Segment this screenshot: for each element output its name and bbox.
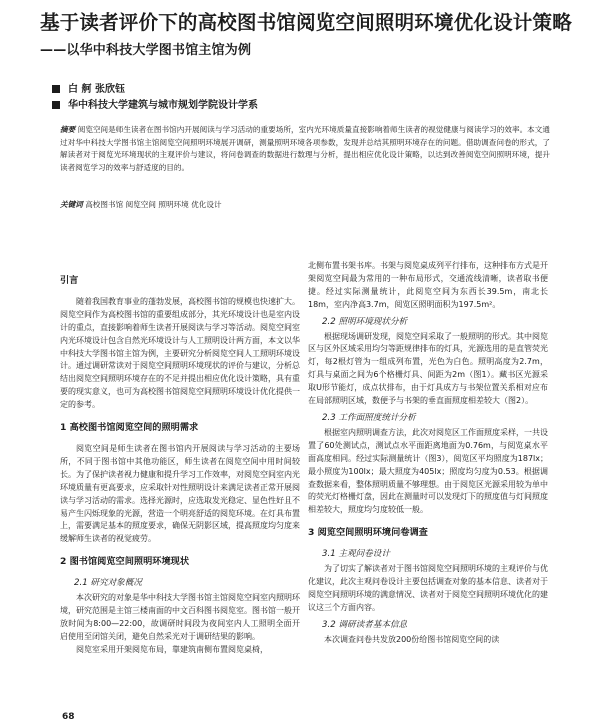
- affiliation: 华中科技大学建筑与城市规划学院设计学系: [68, 100, 258, 111]
- section-heading: 1 高校图书馆阅览空间的照明需求: [60, 422, 199, 434]
- keywords-text: 高校图书馆 阅览空间 照明环境 优化设计: [85, 200, 222, 209]
- keywords-label: 关键词: [60, 200, 83, 209]
- title-main: 基于读者评价下的高校图书馆阅览空间照明环境优化设计策略: [40, 11, 572, 34]
- abstract-label: 摘要: [60, 125, 76, 134]
- subsection-heading: 2.1 研究对象概况: [74, 578, 142, 589]
- subsection-heading: 3.2 调研读者基本信息: [322, 619, 408, 630]
- paragraph: 随着我国教育事业的蓬勃发展，高校图书馆的规模也快速扩大。阅览空间作为高校图书馆的重要组成部分，其光环境设计也是室内设计的重点，直接影响着师生读者开展阅读与学习等活动。阅览空间室内光环境设计包含自然光环境设计与人工照明设计两方面，本文以华中科技大学图书馆主馆为例，主要研究分析阅览空间人工照明环境设计。通过调研常读对于阅览空间照明环境现状的评价与建议，分析总结出阅览空间照明环境存在的不足并提出相应优化设计策略，具有重要的现实意义，也可为高校图书馆阅览空间照明环境设计优化提供一定的参考。: [60, 296, 300, 410]
- subsection-heading: 2.3 工作面照度统计分析: [322, 412, 416, 423]
- paragraph: 北侧布置书架书库。书架与阅览桌成列平行排布，这种排布方式是开架阅览空间最为常用的一种布局形式，交通流线清晰，读者取书便捷。经过实际测量统计，此阅览空间为东西长39.5m，南北长18m，室内净高3.7m，阅览区照明面积为197.5m²。: [308, 261, 548, 309]
- paragraph: 阅览室采用开架阅览布局，靠建筑南侧布置阅览桌椅，: [76, 644, 268, 654]
- square-bullet-icon: [52, 85, 60, 93]
- paragraph: 根据室内照明调查方法，此次对阅览区工作面照度采样，一共设置了60处测试点，测试点水平面距离地面为0.76m，与阅览桌水平面高度相同。经过实际测量统计（图3），阅览区平均照度为187lx；最小照度为100lx；最大照度为405lx；照度均匀度为0.53。根据调查数据来看，整体照明质量不够理想。由于阅览区光源采用较为单中的荧光灯格栅灯盘，因此在测量时可以发现灯下的照度值与灯间照度相差较大，照度均匀度较低一般。: [308, 427, 548, 515]
- title-subtitle: ——以华中科技大学图书馆主馆为例: [40, 43, 252, 58]
- paragraph: 为了切实了解读者对于图书馆阅览空间照明环境的主观评价与优化建议，此次主观问卷设计主要包括调查对象的基本信息、读者对于阅览空间照明环境的满意情况、读者对于阅览空间照明环境优化的建议这三个方面内容。: [308, 564, 548, 612]
- paragraph: 阅览空间是师生读者在图书馆内开展阅读与学习活动的主要场所，不同于图书馆中其他功能区，师生读者在阅览空间中用时间较长。为了保护读者视力健康和提升学习工作效率，对阅览空间室内光环境质量有更高要求，应采取针对性照明设计来满足读者正常开展阅读与学习活动的需求。选择光源时，应选取发光稳定、显色性好且不易产生闪烁现象的光源，营造一个明亮舒适的阅览环境。在灯具布置上，需要满足基本的照度要求，确保无阴影区域，提高照度均匀度来缓解师生读者的视觉疲劳。: [60, 443, 300, 544]
- abstract: [60, 124, 550, 174]
- square-bullet-icon: [52, 101, 60, 109]
- page-number: 68: [62, 712, 75, 722]
- body-right-column: [308, 260, 548, 646]
- subsection-heading: 2.2 照明环境现状分析: [322, 316, 408, 327]
- section-heading: 引言: [60, 275, 79, 286]
- section-heading: 2 图书馆阅览空间照明环境现状: [60, 556, 190, 568]
- paragraph: 根据现场调研发现，阅览空间采取了一般照明的形式。其中阅览区与区外区域采用均匀等距规律排布的灯具，光源选用的是直管荧光灯，每2根灯管为一组成列布置，光色为白色。照明高度为2.7m，灯具与桌面之间为6个格栅灯具、间距为2m（图1）。藏书区光源采取U形节能灯，成点状排布，由于灯具成方与书架位置关系相对应布在局部照明区域，数便予与书架的垂直面照度相差较大（图2）。: [308, 331, 548, 406]
- keywords: [60, 199, 550, 212]
- paragraph: 本次调查问卷共发放200份给图书馆阅览空间的读: [324, 634, 500, 644]
- article-title: [40, 10, 580, 63]
- paragraph: 本次研究的对象是华中科技大学图书馆主馆阅览空间室内照明环境，研究范围是主馆三楼南面的中文百科图书阅览室。图书馆一般开放时间为8:00—22:00，故调研时间段为夜间室内人工照明全面开启使用至闭馆关闭，避免自然采光对于调研结果的影响。: [60, 593, 300, 641]
- authors-line: [52, 83, 125, 96]
- subsection-heading: 3.1 主观问卷设计: [322, 549, 390, 560]
- abstract-text: 阅览空间是师生读者在图书馆内开展阅读与学习活动的重要场所，室内光环境质量直接影响着师生读者的视觉健康与阅读学习的效率。本文通过对华中科技大学图书馆主馆阅览空间照明环境展开调研，测量照明环境各项参数，发现并总结其照明环境存在的问题。借助调查问卷的形式，了解读者对于阅览光环境现状的主观评价与建议，将问卷调查的数据进行数理与分析，提出相应优化设计策略，以达到改善阅览空间照明环境，提升读者阅览学习的效率与舒适度的目的。: [60, 125, 551, 172]
- authors: 白 舸 张欣钰: [68, 84, 125, 95]
- body-left-column: [60, 275, 300, 657]
- affiliation-line: [52, 99, 258, 112]
- section-heading: 3 阅览空间照明环境问卷调查: [308, 527, 428, 539]
